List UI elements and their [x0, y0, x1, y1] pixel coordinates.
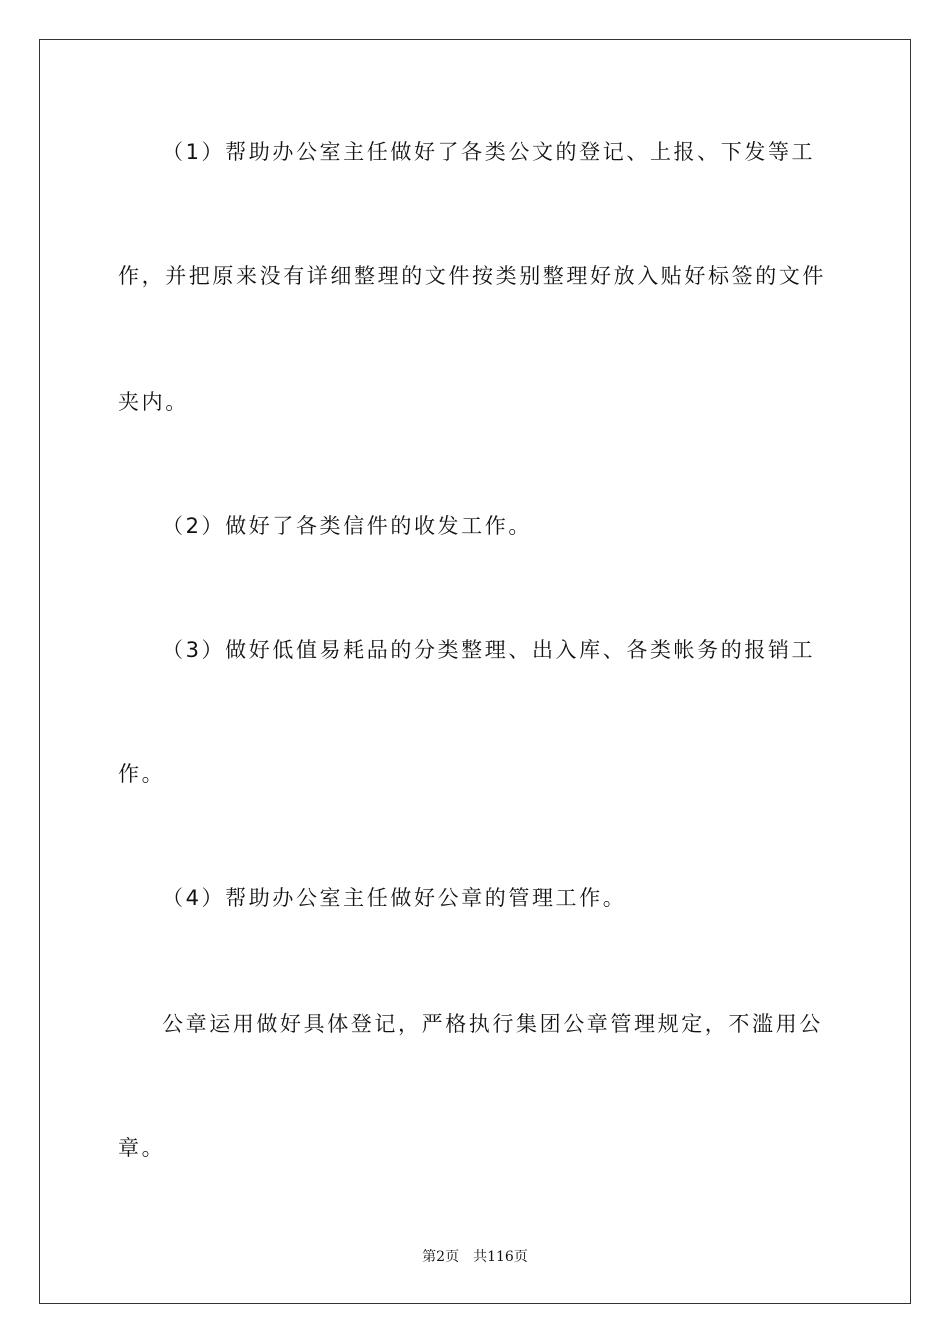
paragraph-5-line-2: 章。	[118, 1136, 166, 1160]
page-frame	[39, 39, 911, 1304]
paragraph-3-line-2: 作。	[118, 762, 166, 786]
paragraph-5-line-1: 公章运用做好具体登记，严格执行集团公章管理规定，不滥用公	[162, 1012, 823, 1036]
paragraph-1-line-2: 作，并把原来没有详细整理的文件按类别整理好放入贴好标签的文件	[118, 264, 826, 288]
paragraph-2-line-1: （2）做好了各类信件的收发工作。	[162, 514, 532, 538]
paragraph-1-line-1: （1）帮助办公室主任做好了各类公文的登记、上报、下发等工	[162, 140, 816, 164]
paragraph-3-line-1: （3）做好低值易耗品的分类整理、出入库、各类帐务的报销工	[162, 638, 816, 662]
paragraph-1-line-3: 夹内。	[118, 390, 189, 414]
paragraph-4-line-1: （4）帮助办公室主任做好公章的管理工作。	[162, 886, 627, 910]
page-number: 第2页	[422, 1249, 460, 1265]
page-total: 共116页	[473, 1249, 528, 1265]
page-footer	[0, 1248, 950, 1266]
